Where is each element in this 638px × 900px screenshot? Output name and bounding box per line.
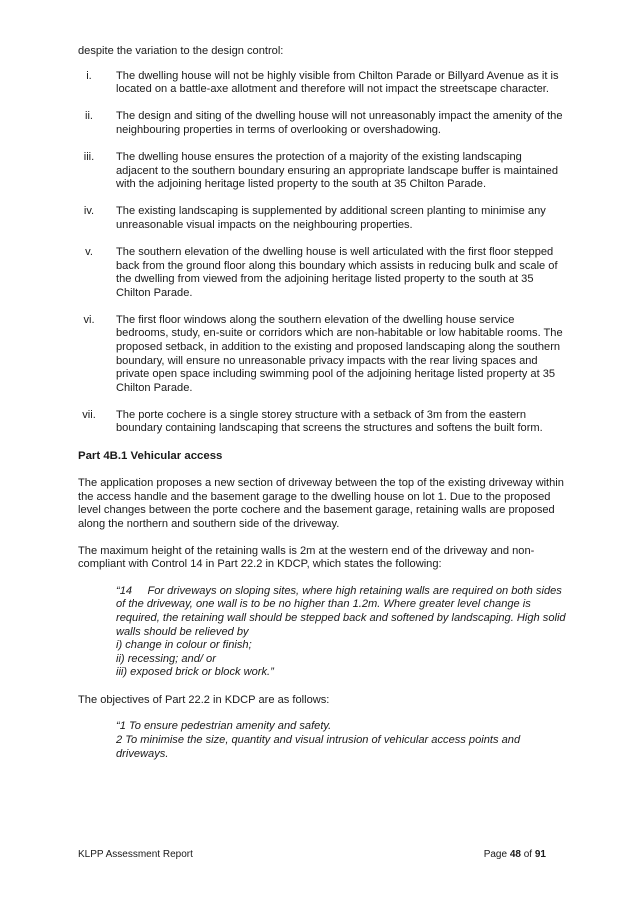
quote-item: iii) exposed brick or block work.”	[116, 666, 274, 679]
list-item	[78, 151, 566, 192]
page-of: of	[520, 849, 535, 860]
list-item	[78, 314, 566, 396]
list-text: The southern elevation of the dwelling house is well articulated with the first floor stepped back from the ground floor along this boundary which assists in reducing bulk and scale of the dwelling from viewed from the adjoining heritage listed property to the south at 35 Chilton Parade.	[116, 245, 558, 299]
list-text: The porte cochere is a single storey structure with a setback of 3m from the eastern boundary containing landscaping that screens the structures and softens the built form.	[116, 408, 543, 435]
list-number: iii.	[83, 150, 95, 163]
report-title: KLPP Assessment Report	[78, 849, 193, 860]
current-page: 48	[509, 849, 521, 860]
quote-lead: “14 For driveways on sloping sites, where high retaining walls are required on both sides of the driveway, one wall is to be no higher than 1.2m. Where greater level change is required, the retaining wall should be stepped back and softened by landscaping. High solid walls should be relieved by	[116, 584, 566, 638]
quote-line: “1 To ensure pedestrian amenity and safety.	[116, 720, 332, 733]
list-text: The dwelling house will not be highly visible from Chilton Parade or Billyard Avenue as it is located on a battle-axe allotment and therefore will not impact the streetscape character.	[116, 69, 559, 96]
criteria-list	[78, 70, 566, 436]
list-item	[78, 205, 566, 232]
quote-item: i) change in colour or finish;	[116, 639, 252, 652]
paragraph: The application proposes a new section of driveway between the top of the existing driveway within the access handle and the basement garage to the dwelling house on lot 1. Due to the proposed level changes between the porte cochere and the basement garage, retaining walls are proposed along the northern and southern side of the driveway.	[78, 477, 564, 530]
list-number: vi.	[83, 313, 95, 326]
page-number	[484, 849, 546, 861]
list-number: vii.	[82, 408, 96, 421]
list-text: The existing landscaping is supplemented by additional screen planting to minimise any unreasonable visual impacts on the neighbouring properties.	[116, 205, 546, 231]
page-prefix: Page	[483, 849, 510, 860]
objectives-quote	[78, 720, 566, 761]
list-item	[78, 246, 566, 300]
list-item	[78, 70, 566, 97]
list-text: The design and siting of the dwelling house will not unreasonably impact the amenity of the neighbouring properties in terms of overlooking or overshadowing.	[116, 110, 563, 136]
paragraph: The maximum height of the retaining walls is 2m at the western end of the driveway and non-compliant with Control 14 in Part 22.2 in KDCP, which states the following:	[78, 544, 535, 571]
control-quote	[78, 585, 566, 680]
total-pages: 91	[534, 849, 546, 860]
section-heading: Part 4B.1 Vehicular access	[78, 449, 223, 462]
page-body	[78, 45, 566, 775]
list-number: ii.	[84, 110, 93, 123]
list-item	[78, 110, 566, 137]
list-item	[78, 409, 566, 436]
list-number: v.	[85, 245, 93, 258]
list-number: i.	[86, 69, 92, 82]
list-text: The dwelling house ensures the protection of a majority of the existing landscaping adjacent to the southern boundary ensuring an appropriate landscape buffer is maintained with the adjoining heritage listed property to the south at 35 Chilton Parade.	[116, 150, 559, 191]
intro-text: despite the variation to the design control:	[78, 45, 284, 57]
paragraph: The objectives of Part 22.2 in KDCP are as follows:	[78, 693, 330, 706]
quote-line: 2 To minimise the size, quantity and visual intrusion of vehicular access points and driveways.	[116, 734, 521, 760]
quote-item: ii) recessing; and/ or	[116, 652, 216, 665]
list-text: The first floor windows along the southern elevation of the dwelling house service bedrooms, study, en-suite or corridors which are non-habitable or low habitable rooms. The proposed setback, in addition to the existing and proposed landscaping along the southern boundary, will ensure no unreasonable privacy impacts with the rear living spaces and private open space including swimming pool of the adjoining heritage listed property at 35 Chilton Parade.	[116, 313, 563, 394]
list-number: iv.	[83, 205, 95, 218]
